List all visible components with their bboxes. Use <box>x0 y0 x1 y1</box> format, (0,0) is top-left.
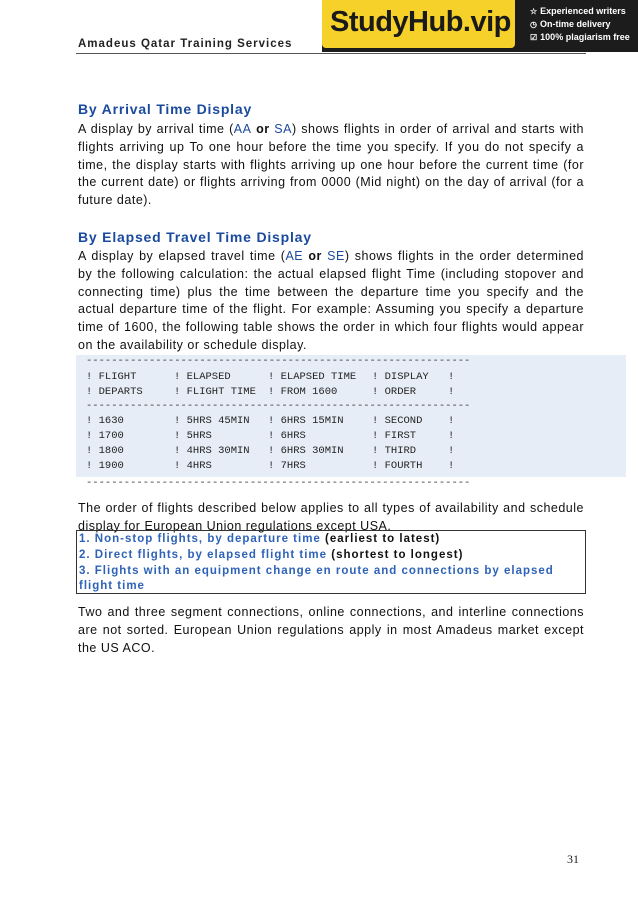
schedule-display-table <box>76 355 626 477</box>
brand-feature: ☆ Experienced writers <box>530 6 626 16</box>
rule-item: 1. Non-stop flights, by departure time (earliest to latest) <box>79 533 441 545</box>
table-row: ! 1700 ! 5HRS ! 6HRS ! FIRST ! <box>86 430 455 442</box>
page-number: 31 <box>567 852 579 866</box>
rule-item: 3. Flights with an equipment change en route and connections by elapsed flight time <box>79 565 554 592</box>
rule-item: 2. Direct flights, by elapsed flight time (shortest to longest) <box>79 549 464 561</box>
command-code: AA <box>233 122 252 136</box>
brand-logo <box>322 0 515 48</box>
brand-name: StudyHub.vip <box>330 6 511 38</box>
section-heading-elapsed-time: By Elapsed Travel Time Display <box>78 229 312 245</box>
clock-icon: ◷ <box>530 20 537 29</box>
section-heading-arrival-time: By Arrival Time Display <box>78 101 253 117</box>
table-header-row: ! DEPARTS ! FLIGHT TIME ! FROM 1600 ! ORDER ! <box>86 386 455 398</box>
brand-feature-list <box>530 5 630 44</box>
header-divider <box>76 53 586 54</box>
order-paragraph: The order of flights described below applies to all types of availability and schedule display for European Union regulations except USA. <box>78 501 584 533</box>
star-icon: ☆ <box>530 7 538 16</box>
check-icon: ☑ <box>530 33 538 42</box>
brand-banner[interactable] <box>322 0 638 52</box>
arrival-time-paragraph: A display by arrival time (AA or SA) shows flights in order of arrival and starts with flights arriving up To one hour before the time you specify. If you do not specify a time, the display starts with flights arriving up one hour before the current time (for the current date) or flights arriving from 0000 (Mid night) on the day of arrival (for a future date). <box>78 122 584 208</box>
ordering-rules-box <box>76 530 586 594</box>
table-header-row: ! FLIGHT ! ELAPSED ! ELAPSED TIME ! DISPLAY ! <box>86 371 455 383</box>
document-header-title: Amadeus Qatar Training Services <box>78 38 293 50</box>
brand-feature: ◷ On-time delivery <box>530 19 611 29</box>
table-row: ! 1900 ! 4HRS ! 7HRS ! FOURTH ! <box>86 460 455 472</box>
command-code: SA <box>274 122 292 136</box>
table-row: ! 1800 ! 4HRS 30MIN ! 6HRS 30MIN ! THIRD ! <box>86 445 455 457</box>
table-row: ! 1630 ! 5HRS 45MIN ! 6HRS 15MIN ! SECOND ! <box>86 415 455 427</box>
table-divider: ------------------------------------------------------------- <box>86 355 471 367</box>
brand-feature: ☑ 100% plagiarism free <box>530 32 630 42</box>
closing-paragraph: Two and three segment connections, online connections, and interline connections are not sorted. European Union regulations apply in most Amadeus market except the US ACO. <box>78 605 584 655</box>
elapsed-time-paragraph: A display by elapsed travel time (AE or SE) shows flights in the order determined by the following calculation: the actual elapsed flight Time (including stopover and connecting time) plus the time between the departure time you specify and the actual departure time of the flight. For example: Assuming you specify a departure time of 1600, the following table shows the order in which four flights would appear on the availability or schedule display. <box>78 249 584 352</box>
command-code: SE <box>327 249 345 263</box>
command-code: AE <box>285 249 304 263</box>
table-divider: ------------------------------------------------------------- <box>86 400 471 412</box>
table-divider: ------------------------------------------------------------- <box>86 477 471 489</box>
